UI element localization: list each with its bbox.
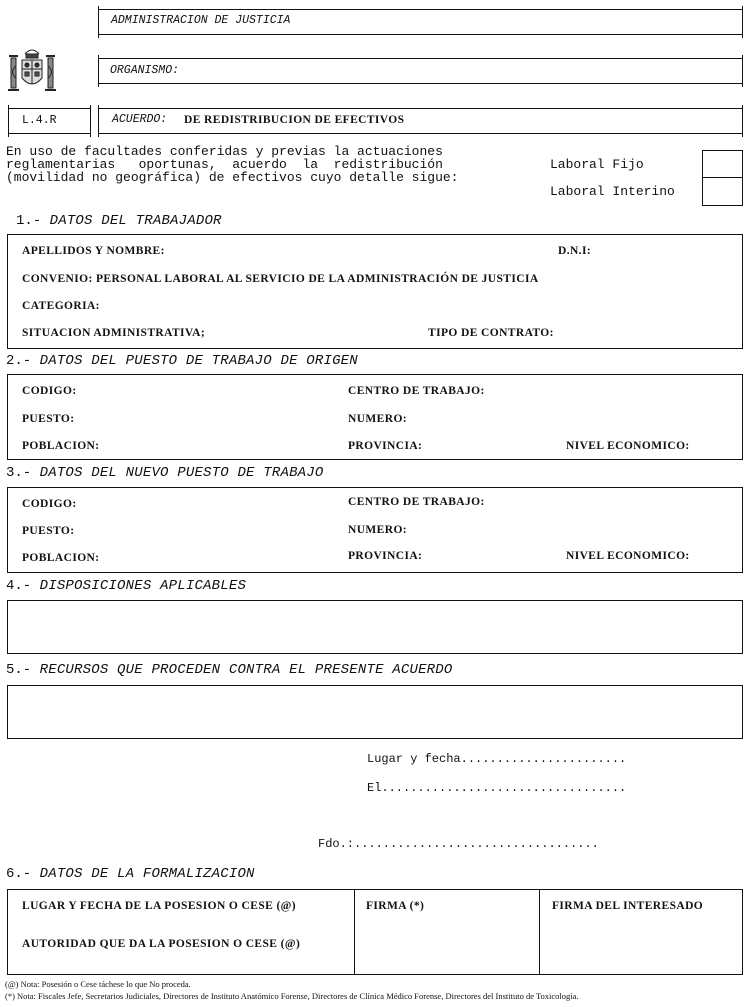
spain-coat-of-arms-icon xyxy=(5,44,59,102)
administracion-box xyxy=(98,9,743,35)
option-laboral-interino-label: Laboral Interino xyxy=(550,184,675,199)
acuerdo-value: DE REDISTRIBUCION DE EFECTIVOS xyxy=(184,114,405,126)
nuevo-centro-label: CENTRO DE TRABAJO: xyxy=(348,496,485,508)
section-1-number: 1.- xyxy=(16,213,42,229)
section-6-number: 6.- xyxy=(6,866,32,882)
nuevo-numero-label: NUMERO: xyxy=(348,524,408,536)
origen-provincia-label: PROVINCIA: xyxy=(348,440,423,452)
firma-interesado-label: FIRMA DEL INTERESADO xyxy=(552,900,704,912)
organismo-label: ORGANISMO: xyxy=(110,64,180,77)
situacion-label: SITUACION ADMINISTRATIVA; xyxy=(22,327,206,339)
section-3-title: DATOS DEL NUEVO PUESTO DE TRABAJO xyxy=(39,465,324,481)
section-2-title: DATOS DEL PUESTO DE TRABAJO DE ORIGEN xyxy=(39,353,358,369)
nuevo-nivel-label: NIVEL ECONOMICO: xyxy=(566,550,690,562)
intro-line-2: reglamentarias oportunas, acuerdo la redistribución xyxy=(6,157,443,172)
el-line[interactable]: El.................................. xyxy=(367,781,627,795)
laboral-fijo-checkbox[interactable] xyxy=(702,150,743,178)
categoria-label: CATEGORIA: xyxy=(22,300,100,312)
section-4-heading xyxy=(6,578,246,594)
trabajador-box xyxy=(7,234,743,349)
origen-puesto-label: PUESTO: xyxy=(22,413,75,425)
recursos-box[interactable] xyxy=(7,685,743,739)
origen-box xyxy=(7,374,743,460)
nuevo-box xyxy=(7,487,743,573)
dni-label: D.N.I: xyxy=(558,245,592,257)
section-2-number: 2.- xyxy=(6,353,32,369)
section-3-number: 3.- xyxy=(6,465,32,481)
laboral-interino-checkbox[interactable] xyxy=(702,177,743,206)
nuevo-puesto-label: PUESTO: xyxy=(22,525,75,537)
formalizacion-divider-1 xyxy=(354,890,355,974)
nuevo-codigo-label: CODIGO: xyxy=(22,498,77,510)
code-box xyxy=(8,108,91,134)
lugar-fecha-line[interactable]: Lugar y fecha....................... xyxy=(367,752,627,766)
apellidos-label: APELLIDOS Y NOMBRE: xyxy=(22,245,165,257)
origen-codigo-label: CODIGO: xyxy=(22,385,77,397)
organismo-box xyxy=(98,58,743,84)
nuevo-provincia-label: PROVINCIA: xyxy=(348,550,423,562)
section-1-heading xyxy=(16,213,222,229)
origen-centro-label: CENTRO DE TRABAJO: xyxy=(348,385,485,397)
section-3-heading xyxy=(6,465,323,481)
option-laboral-fijo-label: Laboral Fijo xyxy=(550,157,644,172)
intro-line-1: En uso de facultades conferidas y previas la actuaciones xyxy=(6,144,443,159)
section-6-title: DATOS DE LA FORMALIZACION xyxy=(39,866,255,882)
section-4-title: DISPOSICIONES APLICABLES xyxy=(39,578,247,594)
section-5-title: RECURSOS QUE PROCEDEN CONTRA EL PRESENTE ACUERDO xyxy=(39,662,453,678)
note-firma: (*) Nota: Fiscales Jefe, Secretarios Judiciales, Directores de Instituto Anatómico Forense, Directores de Clínica Médico Forense, Directores del Instituto de Toxicología. xyxy=(5,991,579,1001)
convenio-label: CONVENIO: PERSONAL LABORAL AL SERVICIO DE LA ADMINISTRACIÓN DE JUSTICIA xyxy=(22,273,539,285)
section-6-heading xyxy=(6,866,255,882)
disposiciones-box[interactable] xyxy=(7,600,743,654)
origen-numero-label: NUMERO: xyxy=(348,413,408,425)
section-5-number: 5.- xyxy=(6,662,32,678)
fdo-line[interactable]: Fdo.:.................................. xyxy=(318,837,599,851)
lugar-fecha-posesion-label: LUGAR Y FECHA DE LA POSESION O CESE (@) xyxy=(22,900,297,912)
section-1-title: DATOS DEL TRABAJADOR xyxy=(49,213,222,229)
section-2-heading xyxy=(6,353,358,369)
origen-nivel-label: NIVEL ECONOMICO: xyxy=(566,440,690,452)
acuerdo-box xyxy=(98,108,743,134)
formalizacion-box xyxy=(7,889,743,975)
tipo-contrato-label: TIPO DE CONTRATO: xyxy=(428,327,554,339)
administracion-title: ADMINISTRACION DE JUSTICIA xyxy=(111,14,291,27)
autoridad-label: AUTORIDAD QUE DA LA POSESION O CESE (@) xyxy=(22,938,301,950)
form-code: L.4.R xyxy=(22,114,57,127)
section-5-heading xyxy=(6,662,453,678)
origen-poblacion-label: POBLACION: xyxy=(22,440,100,452)
section-4-number: 4.- xyxy=(6,578,32,594)
note-posesion: (@) Nota: Posesión o Cese táchese lo que No proceda. xyxy=(5,979,191,989)
nuevo-poblacion-label: POBLACION: xyxy=(22,552,100,564)
firma-label: FIRMA (*) xyxy=(366,900,425,912)
intro-line-3: (movilidad no geográfica) de efectivos cuyo detalle sigue: xyxy=(6,170,459,185)
acuerdo-label: ACUERDO: xyxy=(112,113,168,126)
formalizacion-divider-2 xyxy=(539,890,540,974)
